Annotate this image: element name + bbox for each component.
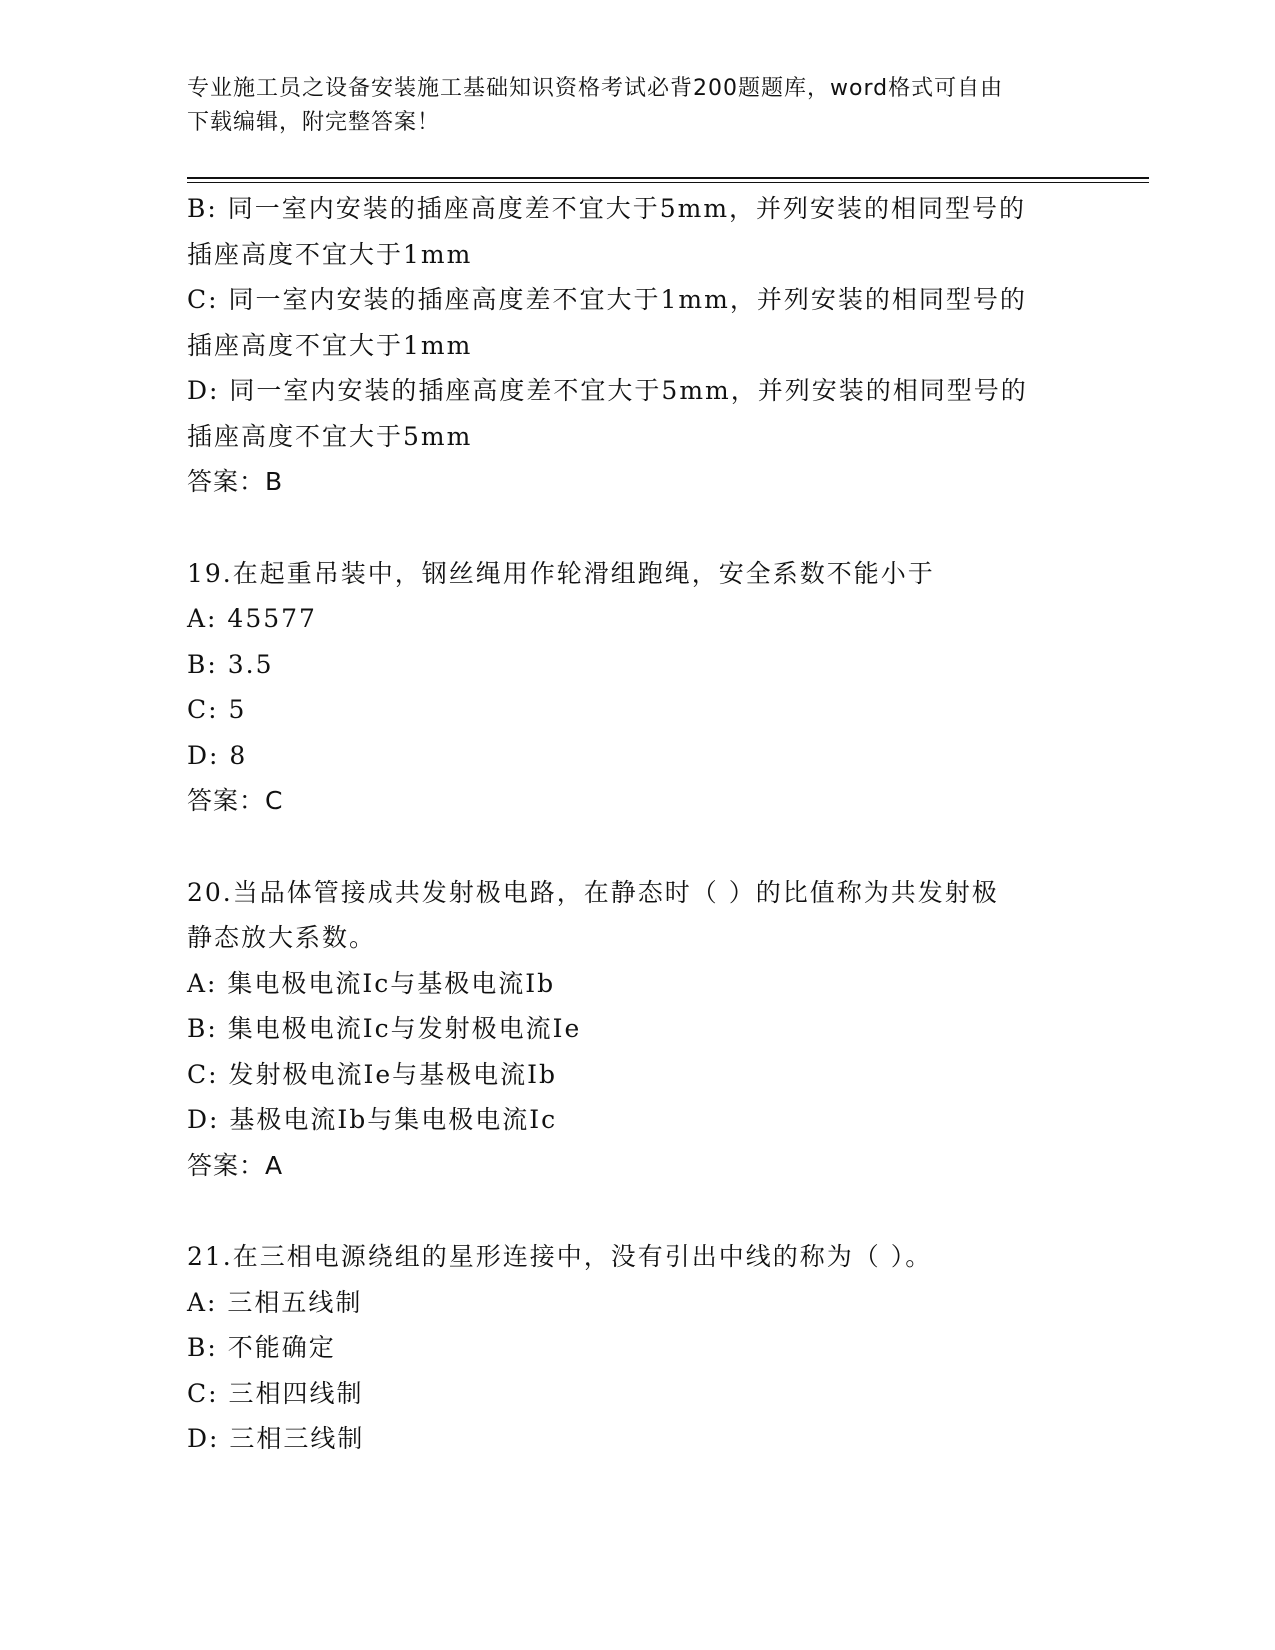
q20-option-d: D: 基极电流Ib与集电极电流Ic: [187, 1105, 558, 1134]
spacer: [187, 1188, 1087, 1234]
header-divider-thin: [187, 182, 1149, 183]
q20-answer: 答案：A: [187, 1150, 284, 1180]
q18-option-c-line-2: 插座高度不宜大于1mm: [187, 330, 473, 360]
header-divider-thick: [187, 177, 1149, 179]
question-18-block: [187, 186, 1087, 505]
q21-question: 21.在三相电源绕组的星形连接中，没有引出中线的称为（ ）。: [187, 1242, 933, 1271]
q20-option-b: B: 集电极电流Ic与发射极电流Ie: [187, 1014, 582, 1043]
question-19-block: [187, 551, 1087, 824]
q18-option-c-line-1: C: 同一室内安装的插座高度差不宜大于1mm，并列安装的相同型号的: [187, 285, 1027, 314]
q21-option-b: B: 不能确定: [187, 1333, 336, 1362]
q18-option-d-line-2: 插座高度不宜大于5mm: [187, 421, 473, 451]
q19-option-b: B: 3.5: [187, 649, 274, 679]
q18-option-b-line-2: 插座高度不宜大于1mm: [187, 239, 473, 269]
q19-option-c: C: 5: [187, 695, 247, 724]
spacer: [187, 824, 1087, 870]
header-line-2: 下载编辑，附完整答案！: [187, 110, 441, 135]
q21-option-c: C: 三相四线制: [187, 1378, 364, 1408]
q20-question-line-1: 20.当品体管接成共发射极电路，在静态时（ ）的比值称为共发射极: [187, 877, 999, 907]
q20-option-a: A: 集电极电流Ic与基极电流Ib: [187, 968, 556, 998]
q18-answer: 答案：B: [187, 467, 284, 496]
q20-question-line-2: 静态放大系数。: [187, 923, 377, 952]
question-21-block: [187, 1234, 1087, 1462]
question-20-block: [187, 870, 1087, 1189]
header-line-1: 专业施工员之设备安装施工基础知识资格考试必背200题题库，word格式可自由: [187, 76, 1004, 101]
q18-option-b-line-1: B: 同一室内安装的插座高度差不宜大于5mm，并列安装的相同型号的: [187, 194, 1027, 223]
q18-option-d-line-1: D: 同一室内安装的插座高度差不宜大于5mm，并列安装的相同型号的: [187, 376, 1028, 405]
q19-option-a: A: 45577: [187, 604, 317, 633]
q19-answer: 答案：C: [187, 786, 284, 815]
q19-option-d: D: 8: [187, 740, 248, 770]
page-header: [187, 72, 1087, 140]
q21-option-d: D: 三相三线制: [187, 1424, 365, 1453]
spacer: [187, 505, 1087, 551]
question-content: [187, 186, 1087, 1462]
q21-option-a: A: 三相五线制: [187, 1287, 363, 1317]
q20-option-c: C: 发射极电流Ie与基极电流Ib: [187, 1059, 558, 1089]
q19-question: 19.在起重吊装中，钢丝绳用作轮滑组跑绳，安全系数不能小于: [187, 558, 935, 588]
